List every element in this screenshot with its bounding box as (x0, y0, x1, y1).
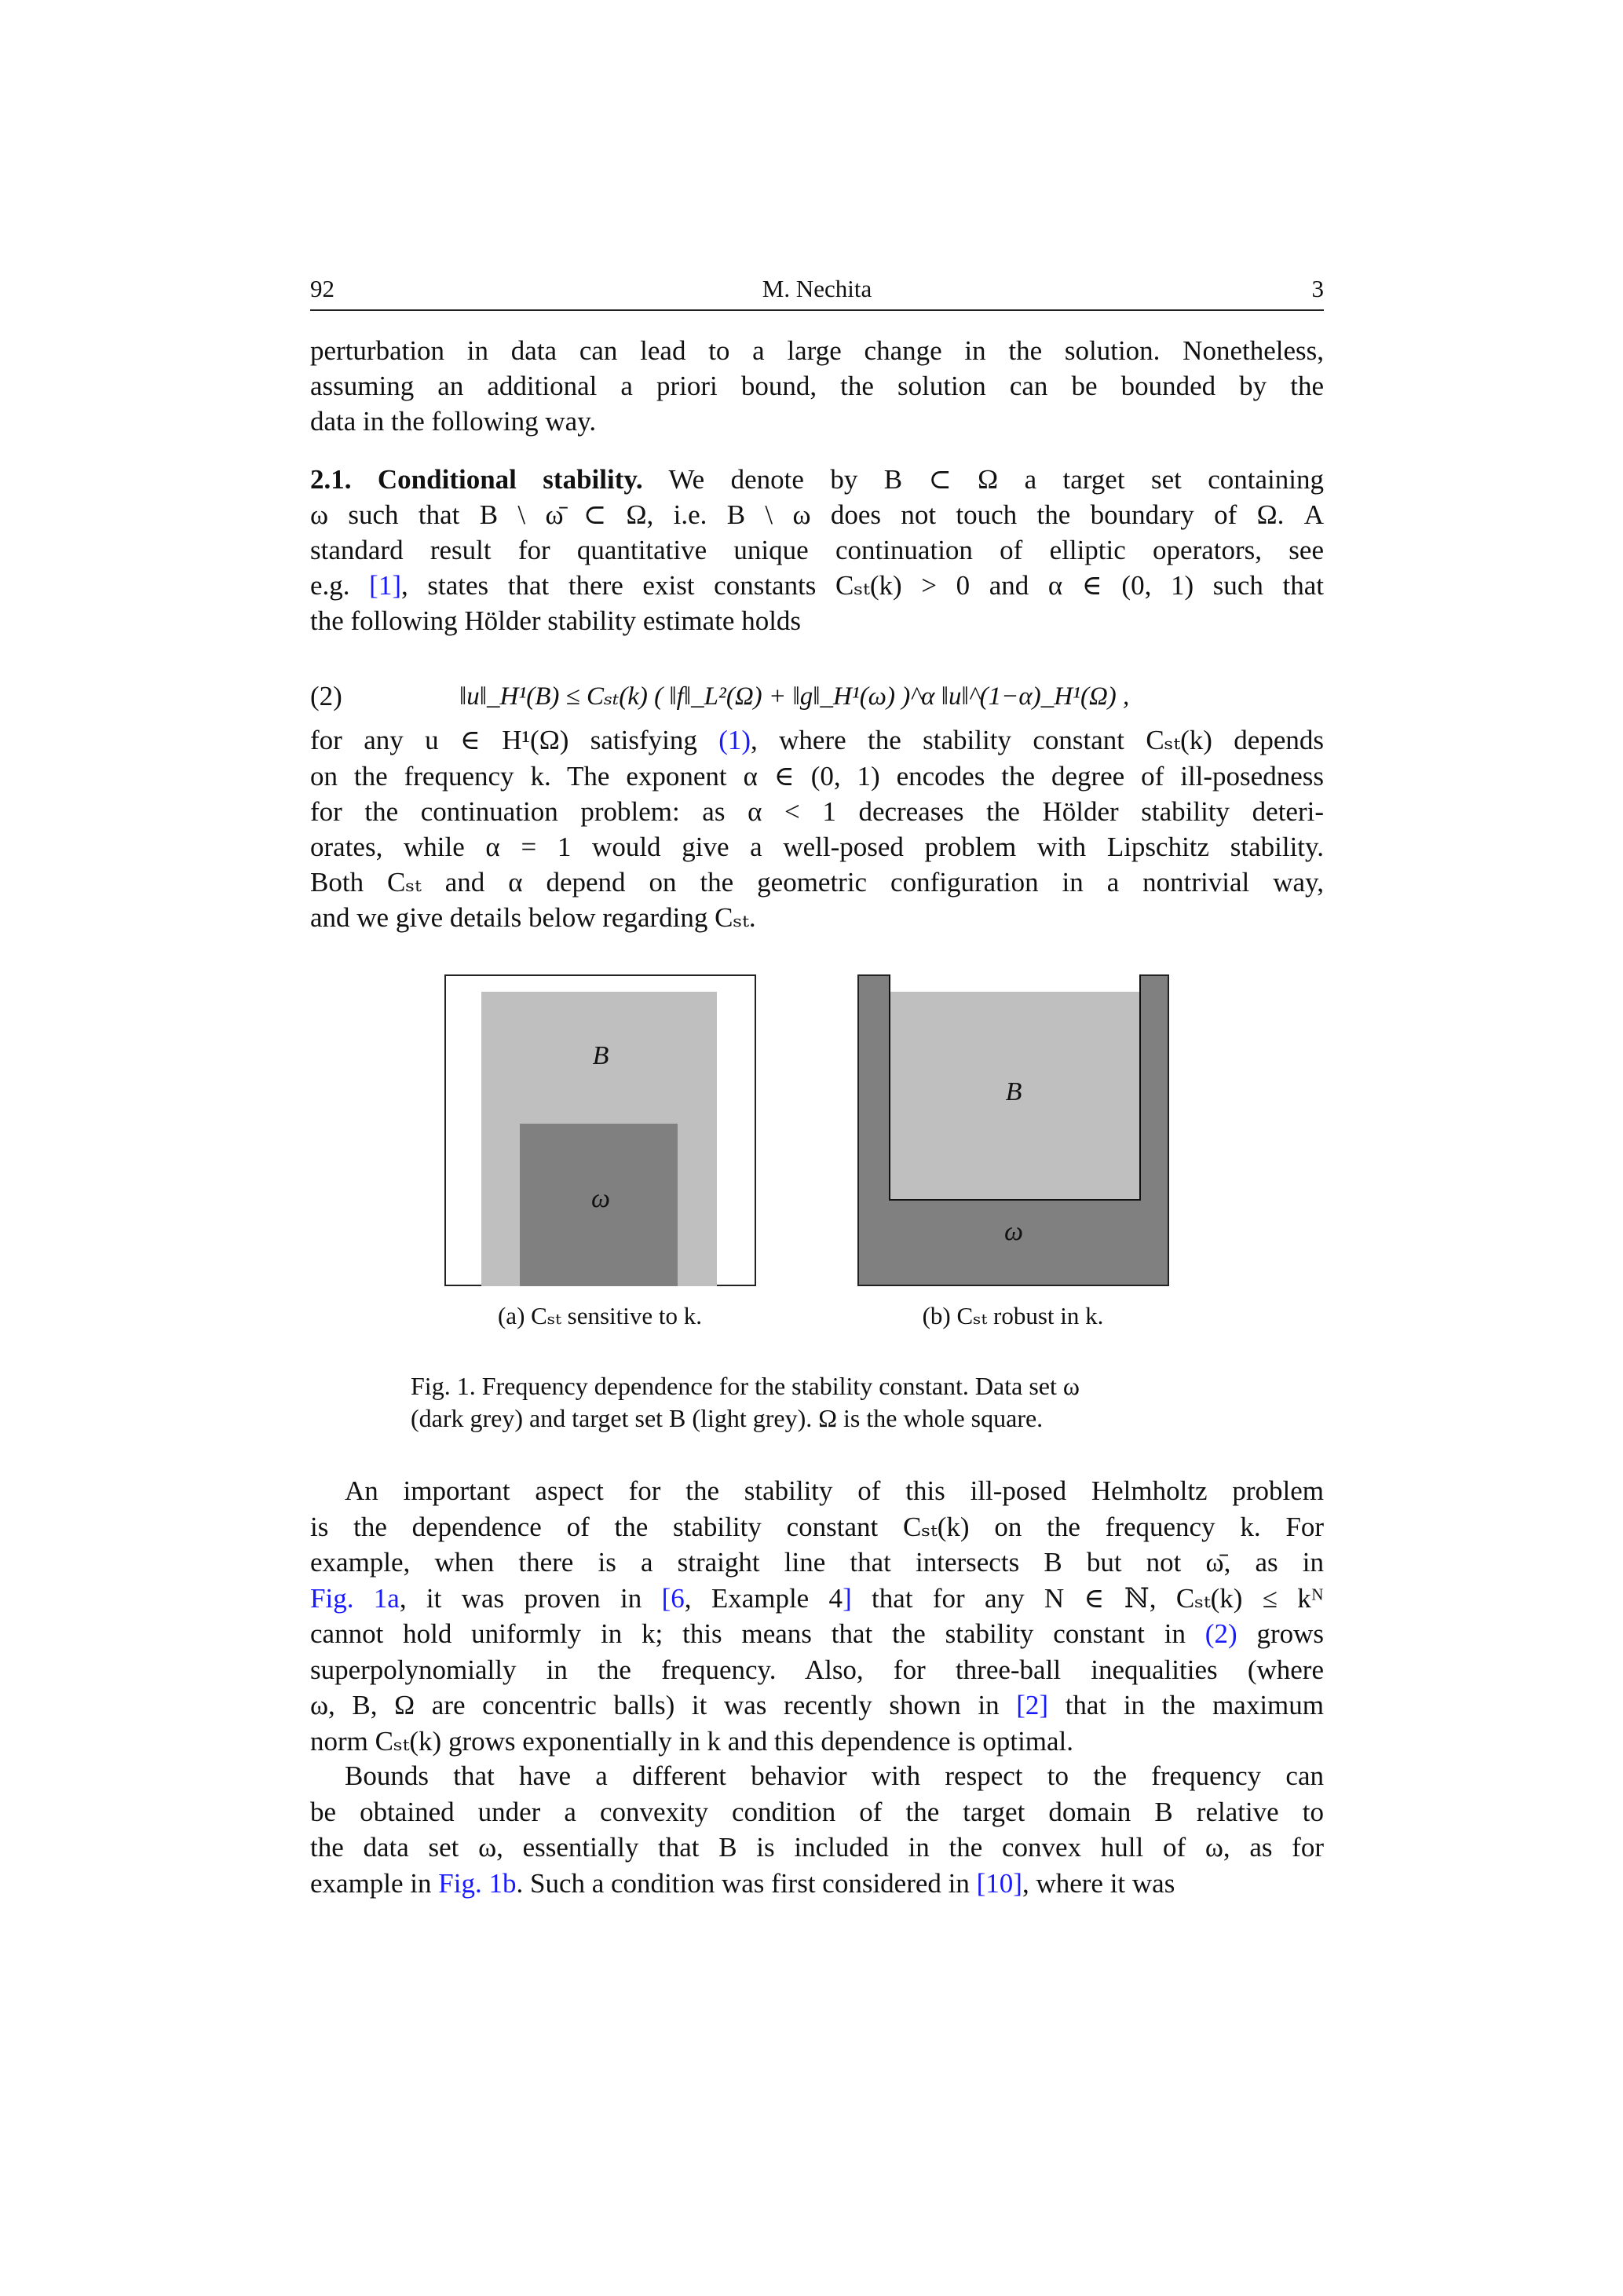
text-segment: Both Cₛₜ and α depend on the geometric configuration in a nontrivial way, (310, 867, 1324, 898)
equation-number: (2) (310, 681, 342, 711)
label-B: B (1005, 1077, 1022, 1106)
text-segment: that for any N ∈ ℕ, Cₛₜ(k) ≤ kᴺ (851, 1583, 1324, 1614)
text-segment: , it was proven in (399, 1583, 662, 1614)
text-segment: be obtained under a convexity condition of the target domain B relative to (310, 1797, 1324, 1827)
text-line (310, 1830, 1324, 1865)
text-line (310, 1687, 1324, 1723)
equation-2 (310, 677, 1324, 716)
reference-link[interactable]: Fig. 1b (438, 1868, 517, 1899)
text-line (310, 603, 1324, 638)
running-header (310, 275, 1324, 311)
reference-link[interactable]: Fig. 1a (310, 1583, 400, 1614)
text-segment: for any u ∈ H¹(Ω) satisfying (310, 725, 719, 755)
text-line (310, 1794, 1324, 1830)
text-line (310, 1509, 1324, 1545)
label-omega: ω (1003, 1217, 1024, 1246)
text-segment: the following Hölder stability estimate holds (310, 605, 802, 636)
text-line (310, 368, 1324, 404)
text-line (310, 829, 1324, 865)
text-segment: ω such that B \ ω̄ ⊂ Ω, i.e. B \ ω does not touch the boundary of Ω. A (310, 499, 1324, 530)
reference-link[interactable]: [1] (369, 570, 401, 601)
text-segment: , Example 4 (684, 1583, 843, 1614)
text-segment: assuming an additional a priori bound, the solution can be bounded by the (310, 371, 1324, 401)
text-line (310, 1758, 1324, 1793)
text-segment: orates, while α = 1 would give a well-posed problem with Lipschitz stability. (310, 832, 1324, 862)
equation-body: ‖u‖_H¹(B) ≤ Cₛₜ(k) ( ‖f‖_L²(Ω) + ‖g‖_H¹(ω) )^α ‖u‖^(1−α)_H¹(Ω) , (459, 682, 1130, 711)
figure-caption (411, 1370, 1227, 1435)
reference-link[interactable]: (2) (1204, 1618, 1237, 1649)
text-line (310, 1724, 1324, 1759)
text-line (310, 759, 1324, 794)
text-segment: standard result for quantitative unique continuation of elliptic operators, see (310, 535, 1324, 565)
issue-number: 3 (1311, 275, 1324, 302)
text-segment: data in the following way. (310, 406, 597, 437)
text-segment: We denote by B ⊂ Ω a target set containing (642, 464, 1324, 495)
text-line (310, 1616, 1324, 1651)
text-line (310, 333, 1324, 368)
text-line (310, 1473, 1324, 1508)
text-segment: norm Cₛₜ(k) grows exponentially in k and this dependence is optimal. (310, 1726, 1074, 1757)
text-line (310, 532, 1324, 568)
text-line (310, 1581, 1324, 1616)
figure-caption-line: Fig. 1. Frequency dependence for the stability constant. Data set ω (411, 1372, 1080, 1400)
section-heading: 2.1. Conditional stability. (310, 464, 643, 495)
label-B: B (592, 1041, 609, 1070)
subcaption-a: (a) Cₛₜ sensitive to k. (497, 1302, 703, 1329)
text-segment: that in the maximum (1048, 1690, 1324, 1720)
text-segment: Bounds that have a different behavior with respect to the frequency can (345, 1760, 1324, 1791)
reference-link[interactable]: [10] (976, 1868, 1022, 1899)
text-line (310, 497, 1324, 532)
text-segment: e.g. (310, 570, 370, 601)
text-segment: cannot hold uniformly in k; this means that the stability constant in (310, 1618, 1205, 1649)
B-right-edge (1139, 974, 1141, 993)
running-author: M. Nechita (762, 275, 872, 302)
label-omega: ω (590, 1184, 611, 1213)
text-segment: superpolynomially in the frequency. Also, for three-ball inequalities (where (310, 1654, 1324, 1685)
reference-link[interactable]: [2] (1016, 1690, 1049, 1720)
text-segment: , states that there exist constants Cₛₜ(k) > 0 and α ∈ (0, 1) such that (400, 570, 1324, 601)
page-number: 92 (310, 275, 334, 302)
figure-1b (857, 974, 1169, 1286)
text-line (310, 568, 1324, 603)
text-segment: is the dependence of the stability constant Cₛₜ(k) on the frequency k. For (310, 1512, 1324, 1542)
text-segment: . Such a condition was first considered in (516, 1868, 977, 1899)
text-segment: example in (310, 1868, 439, 1899)
text-segment: perturbation in data can lead to a large change in the solution. Nonetheless, (310, 335, 1324, 366)
reference-link[interactable]: (1) (718, 725, 751, 755)
text-segment: , where it was (1022, 1868, 1175, 1899)
reference-link[interactable]: ] (843, 1583, 852, 1614)
text-line (310, 462, 1324, 497)
subcaption-b: (b) Cₛₜ robust in k. (922, 1302, 1104, 1329)
figure-caption-line: (dark grey) and target set B (light grey). Ω is the whole square. (411, 1404, 1044, 1432)
text-segment: An important aspect for the stability of this ill-posed Helmholtz problem (345, 1475, 1324, 1506)
text-segment: and we give details below regarding Cₛₜ. (310, 902, 756, 933)
figure-1a (444, 974, 756, 1286)
text-line (310, 865, 1324, 900)
text-segment: the data set ω, essentially that B is included in the convex hull of ω, as for (310, 1832, 1324, 1863)
text-line (310, 1866, 1324, 1901)
text-segment: ω, B, Ω are concentric balls) it was recently shown in (310, 1690, 1017, 1720)
text-segment: grows (1237, 1618, 1324, 1649)
text-line (310, 1545, 1324, 1580)
text-line (310, 404, 1324, 439)
text-line (310, 722, 1324, 758)
text-segment: for the continuation problem: as α < 1 decreases the Hölder stability deteri- (310, 796, 1324, 827)
text-line (310, 794, 1324, 829)
text-segment: example, when there is a straight line that intersects B but not ω̄, as in (310, 1547, 1324, 1578)
text-line (310, 900, 1324, 935)
text-segment: , where the stability constant Cₛₜ(k) depends (751, 725, 1324, 755)
text-segment: on the frequency k. The exponent α ∈ (0, 1) encodes the degree of ill-posedness (310, 761, 1324, 792)
text-line (310, 1652, 1324, 1687)
outer-region (889, 974, 1141, 993)
B-left-edge (889, 974, 890, 993)
reference-link[interactable]: [6 (661, 1583, 685, 1614)
